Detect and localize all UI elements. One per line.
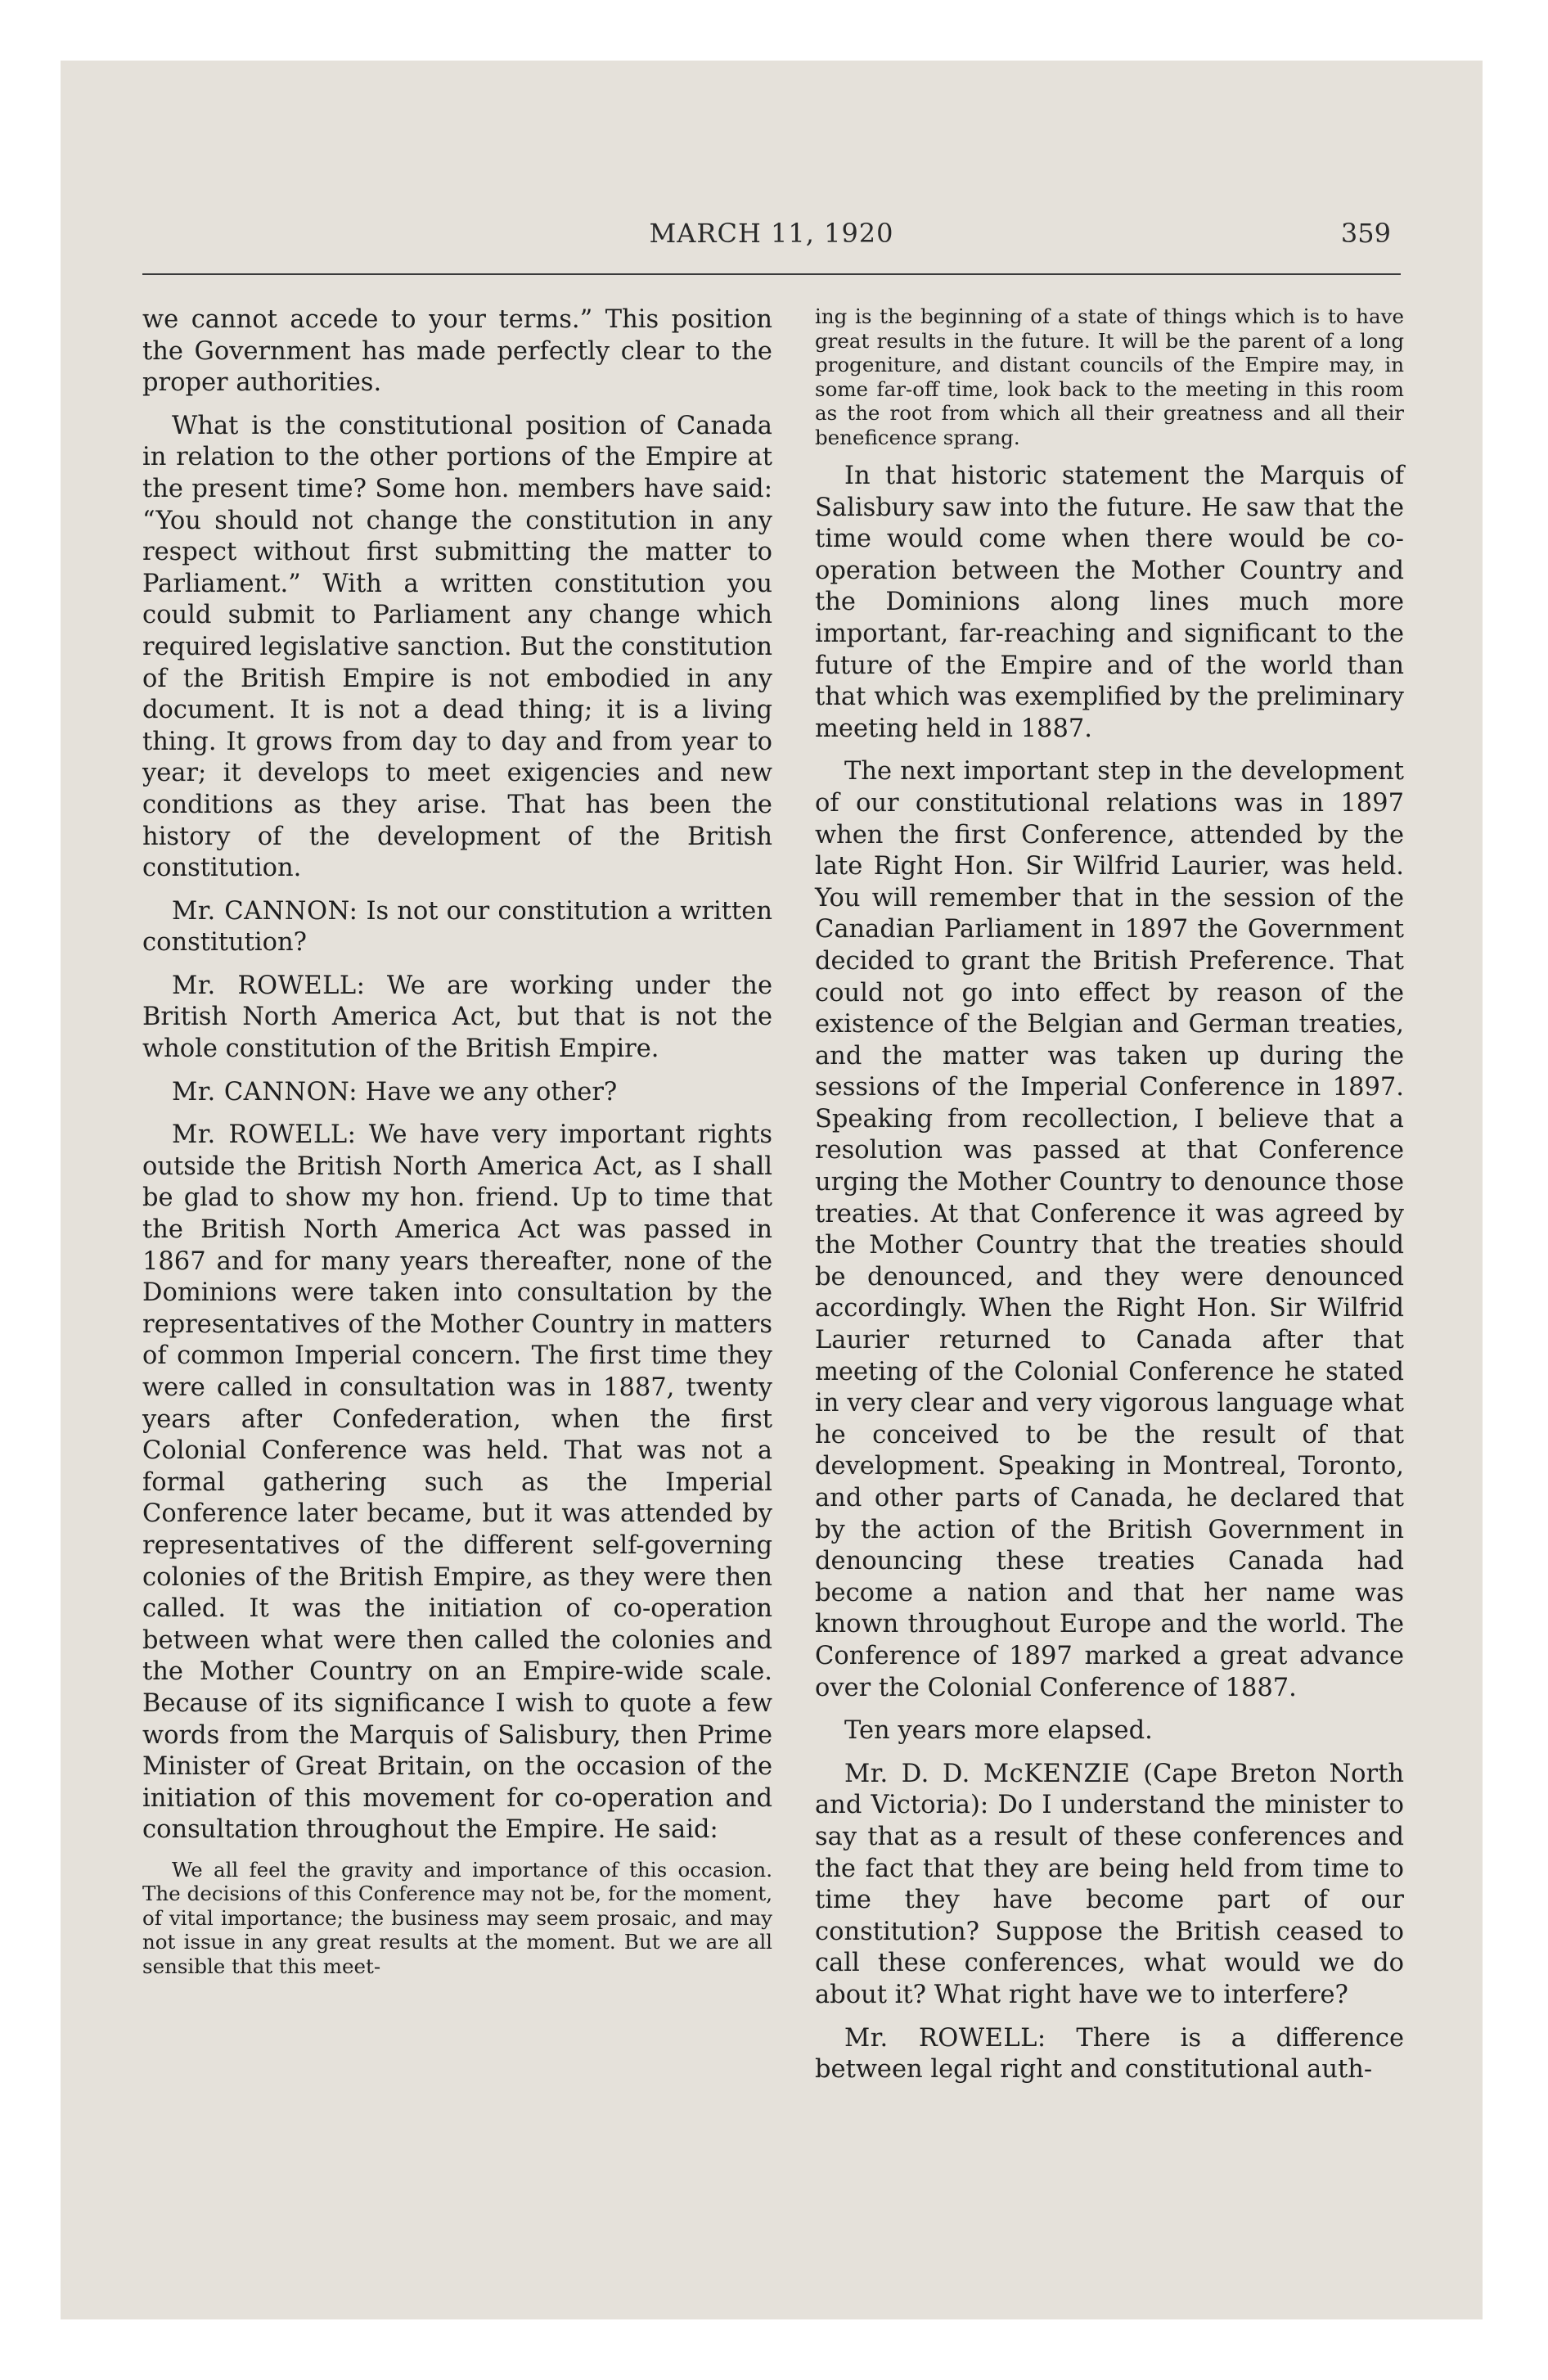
page-header xyxy=(61,218,1483,257)
paragraph: In that historic statement the Marquis of Salisbury saw into the future. He saw that the time would come when there would be co-operation between the Mother Country and the Dominions along lines much more important, far-reaching and significant to the future of the Empire and of the world than that which was exemplified by the preliminary meeting held in 1887. xyxy=(815,462,1404,743)
left-column xyxy=(142,304,772,1990)
paragraph: What is the constitutional position of Canada in relation to the other portions of the Empire at the present time? Some hon. members have said: “You should not change the constitution in any respect without first submitting the matter to Parliament.” With a written constitution you could submit to Parliament any change which required legislative sanction. But the constitution of the British Empire is not embodied in any document. It is not a dead thing; it is a living thing. It grows from day to day and from year to year; it develops to meet exigencies and new conditions as they arise. That has been the history of the development of the British constitution. xyxy=(142,411,772,883)
speech xyxy=(142,1077,772,1109)
scanned-page xyxy=(61,61,1483,2319)
speech xyxy=(815,1759,1404,2012)
right-column xyxy=(815,304,1404,2098)
speaker-name: Mr. ROWELL: xyxy=(844,2023,1046,2053)
block-quote: We all feel the gravity and importance of this occasion. The decisions of this Conference may not be, for the moment, of vital importance; the business may seem prosaic, and may not issue in any great results at the moment. But we are all sensible that this meet- xyxy=(142,1857,772,1978)
paragraph: we cannot accede to your terms.” This position the Government has made perfectly clear to the proper authorities. xyxy=(142,305,772,398)
speaker-name: Mr. ROWELL: xyxy=(172,971,366,1000)
speaker-name: Mr. CANNON: xyxy=(172,896,358,926)
page-number: 359 xyxy=(1340,218,1391,249)
speech xyxy=(142,1120,772,1846)
speaker-name: Mr. D. D. McKENZIE xyxy=(844,1759,1131,1788)
speech xyxy=(142,971,772,1066)
speech-text: We are working under the British North America Act, but that is not the whole constitution of the British Empire. xyxy=(142,971,772,1064)
paragraph: Ten years more elapsed. xyxy=(844,1716,1153,1746)
speaker-name: Mr. CANNON: xyxy=(172,1077,358,1107)
paragraph: The next important step in the development of our constitutional relations was in 1897 when the first Conference, attended by the late Right Hon. Sir Wilfrid Laurier, was held. You will remember that in the session of the Canadian Parliament in 1897 the Government decided to grant the British Preference. That could not go into effect by reason of the existence of the Belgian and German treaties, and the matter was taken up during the sessions of the Imperial Conference in 1897. Speaking from recollection, I believe that a resolution was passed at that Conference urging the Mother Country to denounce those treaties. At that Conference it was agreed by the Mother Country that the treaties should be denounced, and they were denounced accordingly. When the Right Hon. Sir Wilfrid Laurier returned to Canada after that meeting of the Colonial Conference he stated in very clear and very vigorous language what he conceived to be the result of that development. Speaking in Montreal, Toronto, and other parts of Canada, he declared that by the action of the British Government in denouncing these treaties Canada had become a nation and that her name was known throughout Europe and the world. The Conference of 1897 marked a great advance over the Colonial Conference of 1887. xyxy=(815,757,1404,1702)
speech-text: We have very important rights outside the British North America Act, as I shall be glad to show my hon. friend. Up to time that the British North America Act was passed in 1867 and for many years thereafter, none of the Dominions were taken into consultation by the representatives of the Mother Country in matters of common Imperial concern. The first time they were called in consultation was in 1887, twenty years after Confederation, when the first Colonial Conference was held. That was not a formal gathering such as the Imperial Conference later became, but it was attended by representatives of the different self-governing colonies of the British Empire, as they were then called. It was the initiation of co-operation between what were then called the colonies and the Mother Country on an Empire-wide scale. Because of its significance I wish to quote a few words from the Marquis of Salisbury, then Prime Minister of Great Britain, on the occasion of the initiation of this movement for co-operation and consultation throughout the Empire. He said: xyxy=(142,1120,772,1845)
header-rule xyxy=(142,273,1401,275)
header-date: MARCH 11, 1920 xyxy=(649,218,894,249)
speech-text: There is a difference between legal right and constitutional auth- xyxy=(815,2023,1404,2085)
speech-text: Is not our constitution a written constitution? xyxy=(142,896,773,958)
speech-text: (Cape Breton North and Victoria): Do I understand the minister to say that as a result of these conferences and the fact that they are being held from time to time they have become part of our constitution? Suppose the British ceased to call these conferences, what would we do about it? What right have we to interfere? xyxy=(815,1759,1404,2009)
speech xyxy=(815,2023,1404,2086)
speech-text: Have we any other? xyxy=(365,1077,618,1107)
block-quote-continued: ing is the beginning of a state of things which is to have great results in the future. It will be the parent of a long progeniture, and distant councils of the Empire may, in some far-off time, look back to the meeting in this room as the root from which all their greatness and all their beneficence sprang. xyxy=(815,304,1404,449)
speaker-name: Mr. ROWELL: xyxy=(172,1120,357,1150)
speech xyxy=(142,896,772,959)
